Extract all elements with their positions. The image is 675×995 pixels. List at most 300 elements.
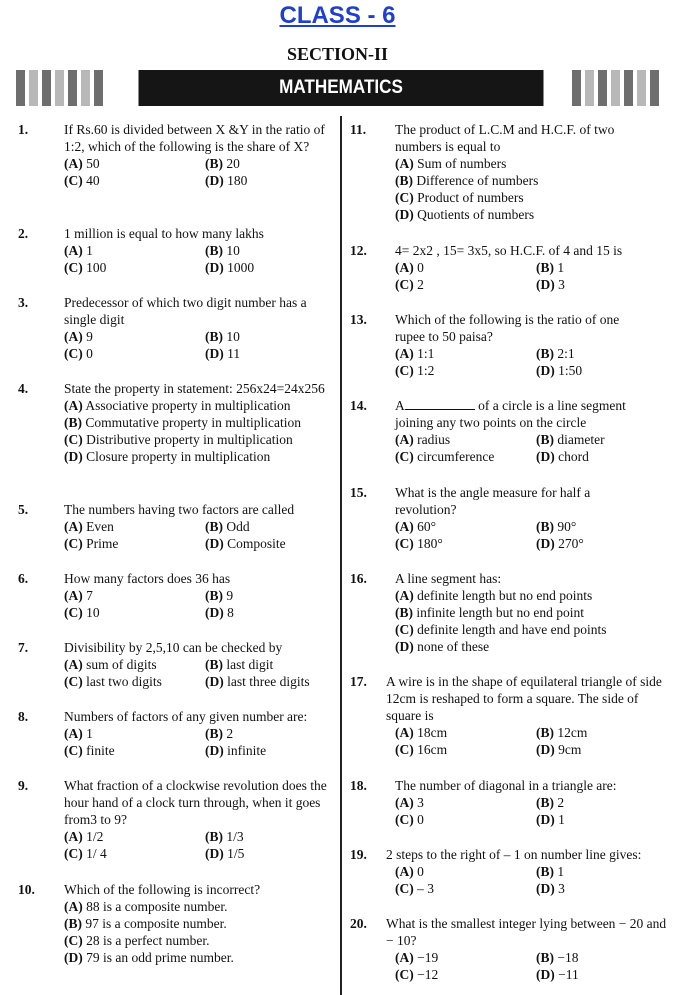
option-text: 1 bbox=[82, 726, 93, 741]
option-a bbox=[64, 656, 205, 673]
option-text: 97 is a composite number. bbox=[82, 916, 227, 931]
option-a bbox=[64, 518, 205, 535]
option-label: (B) bbox=[536, 346, 554, 361]
option-d bbox=[205, 742, 346, 759]
option-b bbox=[536, 345, 675, 362]
option-c bbox=[395, 189, 645, 206]
option-label: (A) bbox=[64, 726, 83, 741]
option-label: (C) bbox=[395, 536, 414, 551]
option-c bbox=[395, 535, 536, 552]
option-label: (C) bbox=[64, 346, 83, 361]
question-number: 15. bbox=[350, 485, 367, 500]
question-number: 8. bbox=[18, 709, 29, 724]
option-d bbox=[536, 811, 675, 828]
question-text-before: A bbox=[395, 398, 405, 413]
option-b bbox=[205, 155, 346, 172]
option-d bbox=[205, 604, 346, 621]
option-b bbox=[536, 863, 675, 880]
option-label: (C) bbox=[395, 190, 414, 205]
option-label: (D) bbox=[536, 536, 555, 551]
question-number: 6. bbox=[18, 571, 29, 586]
question-number: 3. bbox=[18, 295, 29, 310]
option-label: (B) bbox=[395, 173, 413, 188]
option-c bbox=[64, 535, 205, 552]
option-label: (D) bbox=[536, 449, 555, 464]
option-label: (A) bbox=[395, 432, 414, 447]
option-text: definite length and have end points bbox=[413, 622, 607, 637]
option-label: (A) bbox=[395, 346, 414, 361]
options bbox=[395, 518, 675, 552]
option-text: 40 bbox=[82, 173, 100, 188]
option-a bbox=[395, 155, 645, 172]
option-label: (B) bbox=[205, 519, 223, 534]
option-label: (B) bbox=[205, 243, 223, 258]
option-label: (D) bbox=[64, 449, 83, 464]
bar bbox=[68, 70, 77, 106]
section-title: SECTION-II bbox=[286, 44, 389, 64]
option-text: definite length but no end points bbox=[413, 588, 593, 603]
option-label: (A) bbox=[64, 156, 83, 171]
option-text: 7 bbox=[82, 588, 93, 603]
option-text: 0 bbox=[82, 346, 93, 361]
option-text: 270° bbox=[554, 536, 584, 551]
options bbox=[64, 397, 334, 465]
option-c bbox=[395, 448, 536, 465]
bar bbox=[94, 70, 103, 106]
question-text: State the property in statement: 256x24=24x256 bbox=[64, 381, 325, 396]
option-text: 1:2 bbox=[413, 363, 435, 378]
options bbox=[395, 431, 675, 465]
option-c bbox=[395, 276, 536, 293]
option-label: (C) bbox=[395, 812, 414, 827]
option-text: infinite length but no end point bbox=[413, 605, 584, 620]
option-text: 1 bbox=[554, 812, 565, 827]
options bbox=[64, 155, 346, 189]
question-number: 18. bbox=[350, 778, 367, 793]
question-number: 12. bbox=[350, 243, 367, 258]
option-text: Product of numbers bbox=[413, 190, 524, 205]
option-text: Prime bbox=[82, 536, 119, 551]
option-label: (B) bbox=[536, 519, 554, 534]
bar bbox=[598, 70, 607, 106]
option-c bbox=[395, 966, 536, 983]
options bbox=[64, 242, 346, 276]
option-c bbox=[64, 345, 205, 362]
option-d bbox=[536, 880, 675, 897]
option-label: (C) bbox=[395, 277, 414, 292]
option-a bbox=[395, 794, 536, 811]
decorative-bars-right bbox=[572, 70, 659, 106]
question-number: 4. bbox=[18, 381, 29, 396]
option-a bbox=[64, 397, 334, 414]
option-text: last digit bbox=[223, 657, 274, 672]
option-label: (A) bbox=[395, 260, 414, 275]
option-b bbox=[536, 724, 675, 741]
option-b bbox=[395, 604, 655, 621]
option-c bbox=[395, 741, 536, 758]
option-label: (C) bbox=[64, 536, 83, 551]
option-text: 11 bbox=[223, 346, 241, 361]
option-label: (B) bbox=[205, 657, 223, 672]
question-text: 2 steps to the right of – 1 on number line gives: bbox=[386, 847, 642, 862]
option-c bbox=[64, 604, 205, 621]
option-text: 2 bbox=[223, 726, 234, 741]
bar bbox=[55, 70, 64, 106]
question-text bbox=[395, 397, 655, 431]
option-text: −12 bbox=[413, 967, 439, 982]
option-text: 1/5 bbox=[223, 846, 245, 861]
question-text: Which of the following is incorrect? bbox=[64, 882, 261, 897]
option-label: (D) bbox=[64, 950, 83, 965]
option-d bbox=[64, 448, 334, 465]
option-label: (B) bbox=[536, 432, 554, 447]
options bbox=[395, 259, 675, 293]
option-label: (D) bbox=[536, 881, 555, 896]
options bbox=[64, 828, 346, 862]
option-b bbox=[205, 518, 346, 535]
option-label: (B) bbox=[205, 829, 223, 844]
option-text: −11 bbox=[554, 967, 579, 982]
options bbox=[64, 898, 334, 966]
option-text: 3 bbox=[554, 277, 565, 292]
option-label: (B) bbox=[395, 605, 413, 620]
option-label: (D) bbox=[205, 173, 224, 188]
option-b bbox=[205, 242, 346, 259]
option-a bbox=[64, 725, 205, 742]
options bbox=[395, 587, 655, 655]
option-label: (D) bbox=[205, 605, 224, 620]
option-text: Sum of numbers bbox=[413, 156, 507, 171]
option-c bbox=[64, 932, 334, 949]
option-c bbox=[64, 172, 205, 189]
question-text: A line segment has: bbox=[395, 571, 502, 586]
question-number: 20. bbox=[350, 916, 367, 931]
option-c bbox=[395, 811, 536, 828]
option-label: (A) bbox=[395, 156, 414, 171]
option-text: 180 bbox=[223, 173, 248, 188]
option-text: 1 bbox=[82, 243, 93, 258]
option-text: Closure property in multiplication bbox=[82, 449, 271, 464]
option-text: 1000 bbox=[223, 260, 255, 275]
option-c bbox=[395, 362, 536, 379]
option-d bbox=[536, 966, 675, 983]
option-text: −19 bbox=[413, 950, 439, 965]
option-text: Composite bbox=[223, 536, 286, 551]
option-text: infinite bbox=[223, 743, 267, 758]
subject-banner: MATHEMATICS bbox=[139, 70, 544, 106]
option-label: (A) bbox=[395, 725, 414, 740]
option-label: (A) bbox=[64, 398, 83, 413]
option-text: 79 is an odd prime number. bbox=[82, 950, 234, 965]
option-text: 10 bbox=[223, 243, 240, 258]
option-d bbox=[536, 535, 675, 552]
bar bbox=[624, 70, 633, 106]
option-text: 9 bbox=[82, 329, 93, 344]
option-text: 1:1 bbox=[413, 346, 435, 361]
option-label: (C) bbox=[395, 881, 414, 896]
option-label: (B) bbox=[536, 864, 554, 879]
decorative-bars-left bbox=[16, 70, 103, 106]
option-d bbox=[64, 949, 334, 966]
option-label: (A) bbox=[64, 657, 83, 672]
question-text: Predecessor of which two digit number has a single digit bbox=[64, 295, 307, 327]
option-text: radius bbox=[413, 432, 451, 447]
option-label: (B) bbox=[205, 329, 223, 344]
option-text: 9 bbox=[223, 588, 234, 603]
option-d bbox=[536, 362, 675, 379]
question-number: 2. bbox=[18, 226, 29, 241]
options bbox=[64, 725, 346, 759]
option-label: (D) bbox=[395, 639, 414, 654]
question-text: How many factors does 36 has bbox=[64, 571, 231, 586]
option-text: 2 bbox=[413, 277, 424, 292]
question-number: 5. bbox=[18, 502, 29, 517]
question-text: A wire is in the shape of equilateral triangle of side 12cm is reshaped to form a square. The side of square is bbox=[386, 674, 662, 723]
option-b bbox=[205, 725, 346, 742]
option-text: Associative property in multiplication bbox=[82, 398, 291, 413]
option-text: 20 bbox=[223, 156, 240, 171]
question-number: 9. bbox=[18, 778, 29, 793]
option-label: (B) bbox=[536, 725, 554, 740]
option-d bbox=[205, 172, 346, 189]
option-text: Odd bbox=[223, 519, 250, 534]
option-b bbox=[536, 518, 675, 535]
question-text: 1 million is equal to how many lakhs bbox=[64, 226, 264, 241]
option-label: (D) bbox=[205, 846, 224, 861]
option-a bbox=[395, 345, 536, 362]
option-label: (A) bbox=[395, 519, 414, 534]
option-text: 10 bbox=[82, 605, 100, 620]
option-text: 1/3 bbox=[223, 829, 244, 844]
option-a bbox=[64, 587, 205, 604]
option-d bbox=[536, 741, 675, 758]
option-text: 100 bbox=[82, 260, 107, 275]
option-label: (B) bbox=[205, 726, 223, 741]
options bbox=[395, 345, 675, 379]
option-label: (A) bbox=[64, 588, 83, 603]
option-label: (C) bbox=[64, 674, 83, 689]
option-label: (D) bbox=[536, 363, 555, 378]
question-text: The product of L.C.M and H.C.F. of two numbers is equal to bbox=[395, 122, 615, 154]
question-number: 10. bbox=[18, 882, 35, 897]
option-b bbox=[536, 431, 675, 448]
option-text: 3 bbox=[554, 881, 565, 896]
option-a bbox=[395, 863, 536, 880]
option-b bbox=[205, 328, 346, 345]
option-text: 2 bbox=[554, 795, 565, 810]
option-label: (D) bbox=[205, 260, 224, 275]
option-label: (B) bbox=[64, 916, 82, 931]
option-label: (C) bbox=[395, 967, 414, 982]
question-text: What is the smallest integer lying between − 20 and − 10? bbox=[386, 916, 667, 948]
option-label: (D) bbox=[536, 812, 555, 827]
option-text: diameter bbox=[554, 432, 605, 447]
option-text: 28 is a perfect number. bbox=[82, 933, 210, 948]
question-number: 19. bbox=[350, 847, 367, 862]
question-number: 1. bbox=[18, 122, 29, 137]
options bbox=[395, 863, 675, 897]
option-b bbox=[536, 949, 675, 966]
option-a bbox=[64, 898, 334, 915]
option-b bbox=[205, 656, 346, 673]
option-label: (C) bbox=[395, 449, 414, 464]
option-text: – 3 bbox=[413, 881, 434, 896]
option-a bbox=[395, 949, 536, 966]
bar bbox=[81, 70, 90, 106]
option-a bbox=[395, 431, 536, 448]
options bbox=[395, 155, 645, 223]
bar bbox=[585, 70, 594, 106]
option-label: (C) bbox=[64, 260, 83, 275]
bar bbox=[42, 70, 51, 106]
option-text: Distributive property in multiplication bbox=[82, 432, 293, 447]
option-text: Commutative property in multiplication bbox=[82, 415, 301, 430]
option-label: (D) bbox=[205, 346, 224, 361]
option-label: (A) bbox=[395, 588, 414, 603]
option-d bbox=[536, 448, 675, 465]
option-label: (A) bbox=[64, 243, 83, 258]
question-text-after: of a circle is a line segment joining any two points on the circle bbox=[395, 398, 626, 430]
option-text: Even bbox=[82, 519, 114, 534]
option-label: (B) bbox=[205, 588, 223, 603]
bar bbox=[29, 70, 38, 106]
bar bbox=[572, 70, 581, 106]
question-text: Divisibility by 2,5,10 can be checked by bbox=[64, 640, 283, 655]
option-c bbox=[395, 880, 536, 897]
option-label: (A) bbox=[395, 864, 414, 879]
option-label: (B) bbox=[205, 156, 223, 171]
option-label: (C) bbox=[395, 742, 414, 757]
option-label: (D) bbox=[205, 536, 224, 551]
option-text: 1 bbox=[554, 864, 565, 879]
question-text: If Rs.60 is divided between X &Y in the ratio of 1:2, which of the following is the share of X? bbox=[64, 122, 325, 154]
option-a bbox=[64, 328, 205, 345]
question-number: 14. bbox=[350, 398, 367, 413]
option-label: (C) bbox=[395, 622, 414, 637]
options bbox=[395, 949, 675, 983]
option-b bbox=[205, 828, 346, 845]
option-c bbox=[64, 845, 205, 862]
option-text: 1:50 bbox=[554, 363, 583, 378]
option-label: (D) bbox=[536, 277, 555, 292]
option-text: last two digits bbox=[82, 674, 162, 689]
option-a bbox=[395, 518, 536, 535]
fill-in-blank bbox=[405, 398, 475, 410]
option-d bbox=[395, 638, 655, 655]
option-text: −18 bbox=[554, 950, 579, 965]
option-label: (D) bbox=[395, 207, 414, 222]
option-a bbox=[395, 259, 536, 276]
option-label: (C) bbox=[64, 743, 83, 758]
bar bbox=[16, 70, 25, 106]
option-label: (D) bbox=[205, 674, 224, 689]
option-text: 88 is a composite number. bbox=[82, 899, 228, 914]
option-b bbox=[536, 794, 675, 811]
bar bbox=[650, 70, 659, 106]
option-text: last three digits bbox=[223, 674, 310, 689]
option-text: 0 bbox=[413, 864, 424, 879]
option-label: (A) bbox=[64, 829, 83, 844]
option-label: (C) bbox=[64, 432, 83, 447]
option-text: 180° bbox=[413, 536, 443, 551]
option-label: (B) bbox=[536, 950, 554, 965]
question-number: 11. bbox=[350, 122, 367, 137]
question-number: 16. bbox=[350, 571, 367, 586]
option-label: (C) bbox=[64, 605, 83, 620]
option-text: chord bbox=[554, 449, 589, 464]
option-label: (B) bbox=[64, 415, 82, 430]
bar bbox=[611, 70, 620, 106]
option-a bbox=[64, 828, 205, 845]
option-a bbox=[395, 724, 536, 741]
option-text: 16cm bbox=[413, 742, 448, 757]
option-c bbox=[395, 621, 655, 638]
option-a bbox=[395, 587, 655, 604]
question-text: What fraction of a clockwise revolution does the hour hand of a clock turn through, when it goes from3 to 9? bbox=[64, 778, 327, 827]
class-title: CLASS - 6 bbox=[279, 2, 396, 29]
options bbox=[395, 724, 675, 758]
option-text: 60° bbox=[413, 519, 437, 534]
option-text: Quotients of numbers bbox=[413, 207, 535, 222]
option-b bbox=[395, 172, 645, 189]
option-d bbox=[205, 845, 346, 862]
option-text: 50 bbox=[82, 156, 100, 171]
option-b bbox=[64, 414, 334, 431]
option-text: 10 bbox=[223, 329, 240, 344]
option-text: circumference bbox=[413, 449, 495, 464]
option-c bbox=[64, 259, 205, 276]
option-text: 3 bbox=[413, 795, 424, 810]
option-label: (A) bbox=[64, 899, 83, 914]
option-d bbox=[205, 345, 346, 362]
options bbox=[64, 328, 346, 362]
option-text: 90° bbox=[554, 519, 577, 534]
option-d bbox=[205, 259, 346, 276]
question-text: Which of the following is the ratio of one rupee to 50 paisa? bbox=[395, 312, 620, 344]
option-text: sum of digits bbox=[82, 657, 157, 672]
option-text: 0 bbox=[413, 812, 424, 827]
option-b bbox=[205, 587, 346, 604]
option-text: 1/ 4 bbox=[82, 846, 107, 861]
option-label: (B) bbox=[536, 795, 554, 810]
option-label: (D) bbox=[536, 742, 555, 757]
option-c bbox=[64, 431, 334, 448]
option-text: 9cm bbox=[554, 742, 582, 757]
question-number: 17. bbox=[350, 674, 367, 689]
option-text: Difference of numbers bbox=[413, 173, 539, 188]
option-text: 18cm bbox=[413, 725, 448, 740]
option-label: (A) bbox=[395, 950, 414, 965]
option-label: (A) bbox=[395, 795, 414, 810]
option-text: 2:1 bbox=[554, 346, 575, 361]
option-d bbox=[205, 535, 346, 552]
option-label: (C) bbox=[395, 363, 414, 378]
question-number: 13. bbox=[350, 312, 367, 327]
question-text: What is the angle measure for half a revolution? bbox=[395, 485, 591, 517]
option-text: 1/2 bbox=[82, 829, 104, 844]
option-c bbox=[64, 673, 205, 690]
option-b bbox=[64, 915, 334, 932]
options bbox=[395, 794, 675, 828]
option-a bbox=[64, 155, 205, 172]
option-label: (D) bbox=[205, 743, 224, 758]
option-text: finite bbox=[82, 743, 115, 758]
option-label: (A) bbox=[64, 519, 83, 534]
option-text: 12cm bbox=[554, 725, 588, 740]
options bbox=[64, 518, 346, 552]
option-label: (B) bbox=[536, 260, 554, 275]
question-text: The numbers having two factors are called bbox=[64, 502, 295, 517]
